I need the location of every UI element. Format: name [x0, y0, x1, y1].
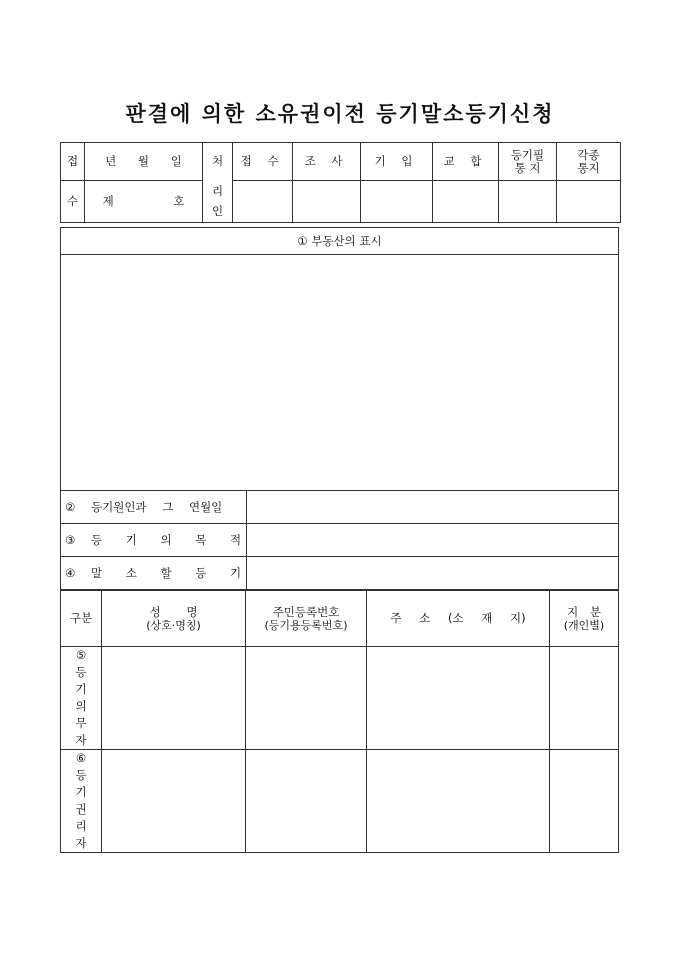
cell-review[interactable] [293, 181, 361, 223]
col-receipt: 접 수 [233, 143, 293, 181]
row-cause-text: 등기원인과 그 연월일 [91, 499, 223, 514]
col-share-sub: (개인별) [563, 618, 605, 632]
obligor-name-field[interactable] [102, 647, 246, 750]
obligor-share-field[interactable] [550, 647, 619, 750]
row-cause-num: ② [65, 499, 76, 514]
process-label-2: 리 [211, 183, 224, 198]
property-description-field[interactable] [61, 255, 619, 491]
col-gubun: 구분 [61, 591, 102, 647]
row-purpose-text: 등 기 의 목 적 [91, 532, 242, 547]
col-notice-various [557, 143, 621, 181]
row-purpose-num: ③ [65, 532, 76, 547]
holder-char: ⑥ [75, 751, 87, 765]
col-notice-completion [499, 143, 557, 181]
col-entry: 기 입 [361, 143, 433, 181]
process-label-1: 처 [203, 143, 233, 181]
receipt-label-su: 수 [61, 181, 85, 223]
obligor-char: 무 [75, 716, 87, 730]
row-cancel-num: ④ [65, 565, 76, 580]
cell-notice-completion[interactable] [499, 181, 557, 223]
receipt-label-jeop: 접 [61, 143, 85, 181]
cell-notice-various[interactable] [557, 181, 621, 223]
col-share [550, 591, 619, 647]
row-purpose-label [61, 524, 247, 557]
obligor-address-field[interactable] [367, 647, 550, 750]
holder-address-field[interactable] [367, 750, 550, 853]
receipt-table [60, 142, 621, 223]
holder-label [61, 750, 102, 853]
col-name [102, 591, 246, 647]
property-header: ① 부동산의 표시 [61, 228, 619, 255]
row-cancel-text: 말 소 할 등 기 [91, 565, 242, 580]
notice-completion-line2: 통 지 [514, 160, 541, 175]
holder-char: 리 [75, 819, 87, 833]
receipt-number [85, 181, 203, 223]
form-title: 판결에 의한 소유권이전 등기말소등기신청 [125, 101, 555, 126]
obligor-char: 의 [75, 699, 87, 713]
obligor-char: 등 [75, 665, 87, 679]
col-name-sub: (상호·명칭) [146, 618, 201, 632]
row-cancel-value[interactable] [247, 557, 619, 590]
holder-share-field[interactable] [550, 750, 619, 853]
holder-char: 기 [75, 785, 87, 799]
holder-char: 등 [75, 768, 87, 782]
col-verify: 교 합 [433, 143, 499, 181]
cell-entry[interactable] [361, 181, 433, 223]
obligor-id-field[interactable] [246, 647, 367, 750]
obligor-char: ⑤ [75, 648, 87, 662]
row-cancel-label [61, 557, 247, 590]
property-table [60, 227, 619, 590]
notice-completion-line1: 등기필 [510, 147, 545, 162]
col-review: 조 사 [293, 143, 361, 181]
obligor-char: 자 [75, 733, 87, 747]
col-resident-id-main: 주민등록번호 [272, 604, 340, 619]
process-label-23 [203, 181, 233, 223]
holder-name-field[interactable] [102, 750, 246, 853]
col-address: 주 소 (소 재 지) [367, 591, 550, 647]
row-cause-label [61, 491, 247, 524]
col-name-main: 성 명 [149, 604, 198, 619]
row-purpose-value[interactable] [247, 524, 619, 557]
notice-various-line1: 각종 [577, 147, 600, 162]
obligor-char: 기 [75, 682, 87, 696]
process-label-3: 인 [211, 203, 224, 218]
col-share-main: 지 분 [567, 604, 601, 619]
row-cause-value[interactable] [247, 491, 619, 524]
cell-verify[interactable] [433, 181, 499, 223]
receipt-date: 년 월 일 [85, 143, 203, 181]
obligor-label [61, 647, 102, 750]
notice-various-line2: 통지 [577, 160, 600, 175]
col-resident-id [246, 591, 367, 647]
col-resident-id-sub: (등기용등록번호) [264, 618, 348, 632]
parties-table [60, 590, 619, 853]
holder-id-field[interactable] [246, 750, 367, 853]
holder-char: 권 [75, 802, 87, 816]
holder-char: 자 [75, 836, 87, 850]
cell-receipt[interactable] [233, 181, 293, 223]
receipt-number-text: 제 호 [102, 194, 185, 208]
